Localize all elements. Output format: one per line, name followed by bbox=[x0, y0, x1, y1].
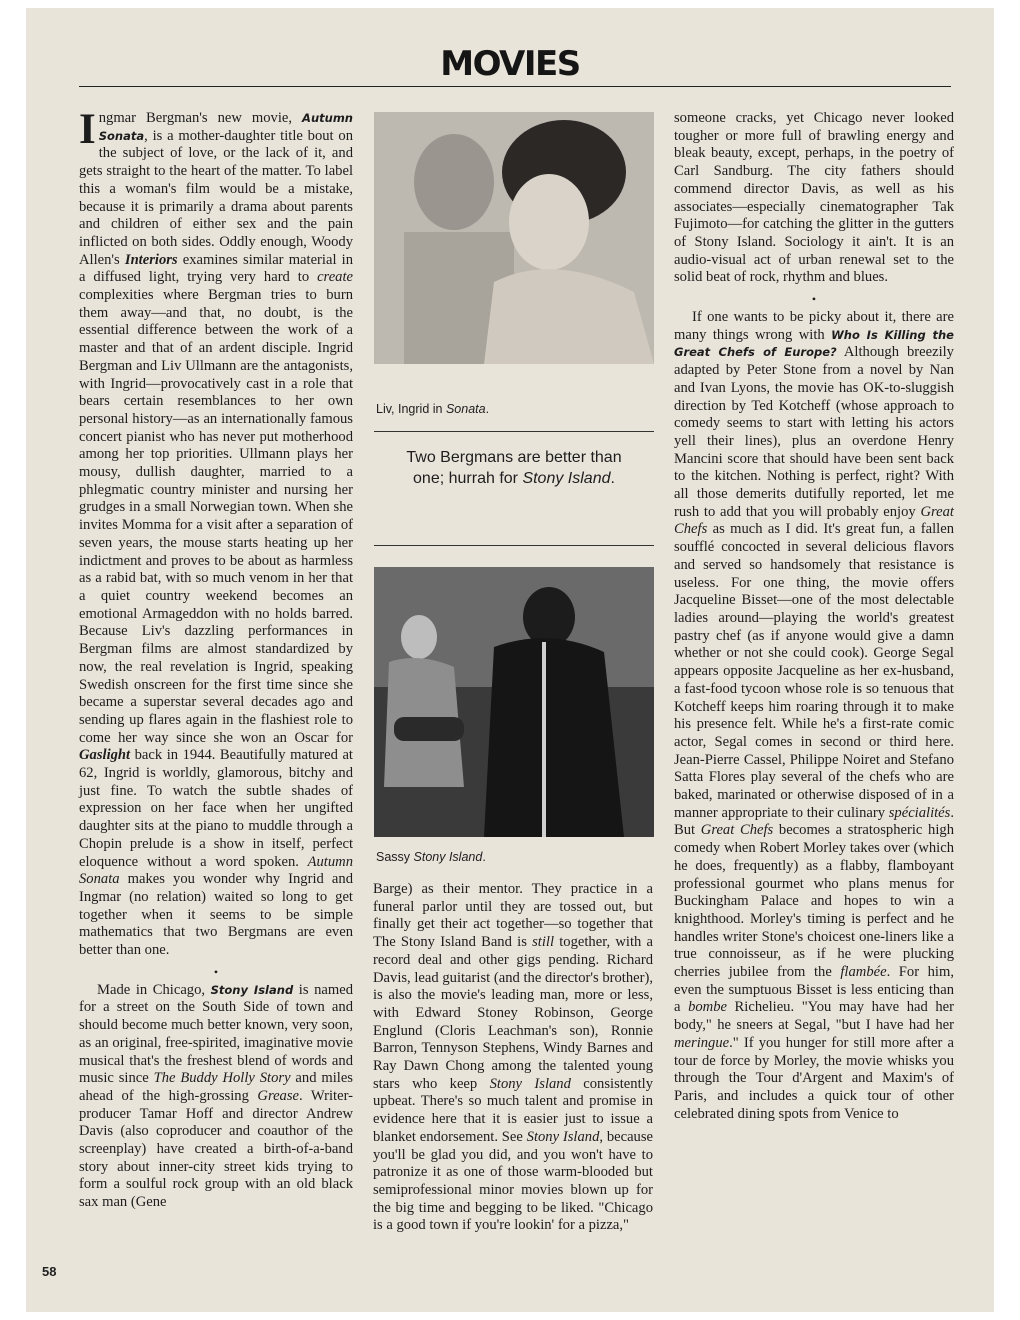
photo-stony-island-image bbox=[374, 567, 654, 837]
photo-liv-ingrid bbox=[374, 112, 654, 364]
article-paragraph: Ingmar Bergman's new movie, Autumn Sonata, is a mother-daughter title bout on the subject of love, or the lack of it, and gets straight to the heart of the matter. To label this a woman's film would be a mistake, because it is primarily a drama about parents and children of either sex and the pain inflicted on both sides. Oddly enough, Woody Allen's Interiors examines similar material in a diffused light, trying very hard to create complexities where Bergman tries to burn them away—and that, no doubt, is the essential difference between the work of a master and that of an ardent disciple. Ingrid Bergman and Liv Ullmann are the antagonists, with Ingrid—provocatively cast in a role that bears certain resemblances to her own personal history—as an internationally famous concert pianist who has never put motherhood among her top priorities. Ullmann plays her mousy, dullish daughter, married to a phlegmatic country minister and nursing her grudges in a small Norwegian town. When she invites Momma for a visit after a separation of seven years, the mouse starts heating up her indictment and proves to be about as harmless as a rabid bat, with so much venom in her that a quiet country weekend becomes an emotional Armageddon with no holds barred. Because Liv's dazzling performances in Bergman films are almost standardized by now, the real revelation is Ingrid, speaking Swedish onscreen for the first time since she became a superstar several decades ago and sending up flares again in the flashiest role to come her way since she won an Oscar for Gaslight back in 1944. Beautifully matured at 62, Ingrid is worldly, glamorous, bitchy and just fine. To watch the subtle shades of expression on her face when her ungifted daughter sits at the piano to muddle through a Chopin prelude is a show in itself, perfect eloquence without a word spoken. Autumn Sonata makes you wonder why Ingrid and Ingmar (no relation) waited so long to get together when it seems to be simple mathematics that two Bergmans are even better than one. bbox=[79, 106, 353, 959]
photo-caption: Liv, Ingrid in Sonata. bbox=[376, 402, 490, 416]
film-title: Great Chefs bbox=[674, 503, 954, 538]
photo-stony-island bbox=[374, 567, 654, 837]
film-title: Interiors bbox=[124, 251, 178, 268]
film-title: Stony Island bbox=[489, 1075, 571, 1092]
column-1 bbox=[79, 106, 353, 1280]
page-number: 58 bbox=[42, 1264, 57, 1279]
photo-caption: Sassy Stony Island. bbox=[376, 850, 486, 864]
drop-cap: I bbox=[79, 106, 96, 153]
column-2-text bbox=[373, 881, 653, 1235]
film-title: Great Chefs bbox=[700, 822, 774, 839]
pull-quote-rule-top bbox=[374, 431, 654, 432]
pull-quote: Two Bergmans are better than one; hurrah for Stony Island. bbox=[406, 449, 622, 487]
film-title: Stony Island bbox=[526, 1128, 600, 1145]
section-bullet: • bbox=[213, 964, 219, 979]
title-rule bbox=[79, 86, 951, 87]
film-title: Stony Island bbox=[210, 982, 294, 997]
section-title: MOVIES bbox=[440, 44, 580, 84]
article-paragraph: Made in Chicago, Stony Island is named for a street on the South Side of town and should become much better known, very soon, as an original, free-spirited, imaginative movie musical that's the freshest blend of words and music since The Buddy Holly Story and miles ahead of the high-grossing Grease. Writer-producer Tamar Hoff and director Andrew Davis (also coproducer and coauthor of the screenplay) have created a birth-of-a-band story about inner-city street kids trying to form a soulful rock group with an old black sax man (Gene bbox=[79, 981, 353, 1211]
film-title: Autumn Sonata bbox=[79, 853, 353, 888]
film-title: Grease bbox=[257, 1087, 300, 1104]
film-title: Autumn Sonata bbox=[98, 111, 353, 143]
article-paragraph: Barge) as their mentor. They practice in a funeral parlor until they are tossed out, but finally get their act together—so together that The Stony Island Band is still together, with a record deal and other gigs pending. Richard Davis, lead guitarist (and the director's brother), is also the movie's leading man, more or less, with Edward Stoney Robinson, George Englund (Cloris Leachman's son), Ronnie Barron, Tennyson Stephens, Windy Barnes and Ray Dawn Chong among the talented young stars who keep Stony Island consistently upbeat. There's so much talent and promise in evidence here that it is easier just to issue a blanket endorsement. See Stony Island, because you'll be glad you did, and you won't have to patronize it as one of those warm-blooded but semiprofessional minor movies blown up for the big time and begging to be liked. "Chicago is a good town if you're lookin' for a pizza," bbox=[373, 881, 654, 1234]
film-title: The Buddy Holly Story bbox=[153, 1070, 291, 1087]
article-paragraph: If one wants to be picky about it, there are many things wrong with Who Is Killing the Great Chefs of Europe? Although breezily adapted by Peter Stone from a novel by Nan and Ivan Lyons, the movie has OK-to-sluggish direction by Ted Kotcheff (whose approach to comedy seems to start with letting his actors yell their lines), plus an overdone Henry Mancini score that should have been sent back to the kitchen. Nothing is perfect, right? With all those demerits dutifully reported, let me rush to add that you will probably enjoy Great Chefs as much as I did. It's great fun, a fallen soufflé concocted in several delicious flavors and served so handsomely that resistance is useless. For one thing, the movie offers Jacqueline Bisset—one of the most delectable ladies around—playing the world's greatest pastry chef (as if anyone would give a damn whether or not she could cook). George Segal appears opposite Jacqueline as her ex-husband, a fast-food tycoon whose role is so tenuous that Kotcheff keeps him roaring through it to make his presence felt. While he's a first-rate comic actor, Segal comes in second or third here. Jean-Pierre Cassel, Philippe Noiret and Stefano Satta Flores play several of the chefs who are baked, marinated or otherwise disposed of in a manner appropriate to their culinary spécialités. But Great Chefs becomes a stratospheric high comedy when Robert Morley takes over (which he does, frequently) as a flabby, flamboyant professional gourmet who plans menus for Buckingham Palace and hopes to win a knighthood. Morley's timing is perfect and he handles writer Stone's choicest one-liners like a true connoisseur, as if he were plucking cherries jubilee from the flambée. For him, even the sumptuous Bisset is less enticing than a bombe Richelieu. "You may have had her body," he sneers at Segal, "but I have had her meringue." If you hunger for still more after a tour de force by Morley, the movie whisks you through the Tour d'Argent and Maxim's of Paris, and includes a quick tour of other celebrated dining spots from Venice to bbox=[674, 309, 955, 1122]
photo-liv-ingrid-image bbox=[374, 112, 654, 364]
film-title: Gaslight bbox=[79, 747, 131, 764]
film-title: Who Is Killing the Great Chefs of Europe? bbox=[674, 327, 954, 360]
article-paragraph: someone cracks, yet Chicago never looked tougher or more full of brawling energy and bleak beauty, except, perhaps, in the poetry of Carl Sandburg. The city fathers should commend director Davis, as well as his associates—especially cinematographer Tak Fujimoto—for catching the glitter in the gutters of Stony Island. Sociology it ain't. It is an audio-visual act of urban renewal set to the solid beat of rock, rhythm and blues. bbox=[674, 110, 954, 286]
pull-quote-rule-bottom bbox=[374, 545, 654, 546]
column-3 bbox=[674, 110, 954, 1280]
section-bullet: • bbox=[811, 292, 817, 307]
